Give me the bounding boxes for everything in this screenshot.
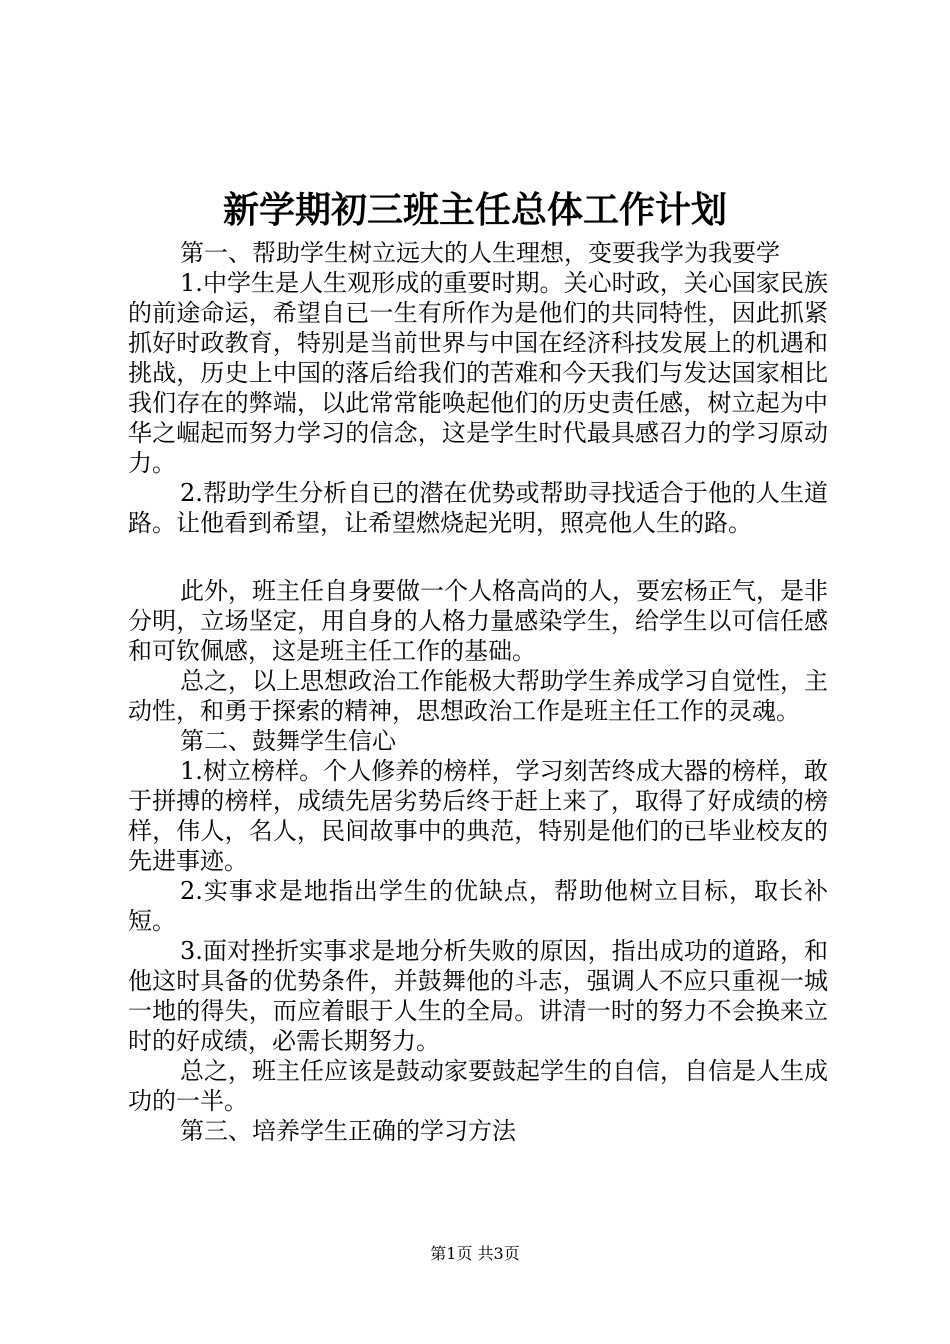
paragraph-summary-2: 总之，班主任应该是鼓动家要鼓起学生的自信，自信是人生成功的一半。 xyxy=(128,1057,828,1115)
paragraph-1-1: 1.中学生是人生观形成的重要时期。关心时政，关心国家民族的前途命运，希望自已一生有所作为是他们的共同特性，因此抓紧抓好时政教育，特别是当前世界与中国在经济科技发展上的机遇和挑战，历史上中国的落后给我们的苦难和今天我们与发达国家相比我们存在的弊端，以此常常能唤起他们的历史责任感，树立起为中华之崛起而努力学习的信念，这是学生时代最具感召力的学习原动力。 xyxy=(128,269,828,477)
paragraph-2-1: 1.树立榜样。个人修养的榜样，学习刻苦终成大器的榜样，敢于拼搏的榜样，成绩先居劣势后终于赶上来了，取得了好成绩的榜样，伟人，名人，民间故事中的典范，特别是他们的已毕业校友的先进事迹。 xyxy=(128,757,828,875)
document-title: 新学期初三班主任总体工作计划 xyxy=(222,189,727,231)
paragraph-1-2: 2.帮助学生分析自已的潜在优势或帮助寻找适合于他的人生道路。让他看到希望，让希望燃烧起光明，照亮他人生的路。 xyxy=(128,479,828,537)
paragraph-2-2: 2.实事求是地指出学生的优缺点，帮助他树立目标，取长补短。 xyxy=(128,877,828,935)
document-body xyxy=(128,238,828,1146)
paragraph-summary-1: 总之，以上思想政治工作能极大帮助学生养成学习自觉性，主动性，和勇于探索的精神，思想政治工作是班主任工作的灵魂。 xyxy=(128,667,828,725)
paragraph-section-1-heading: 第一、帮助学生树立远大的人生理想，变要我学为我要学 xyxy=(180,239,780,267)
paragraph-section-3-heading: 第三、培养学生正确的学习方法 xyxy=(180,1117,516,1145)
paragraph-section-2-heading: 第二、鼓舞学生信心 xyxy=(180,727,396,755)
page-number-footer: 第1页 共3页 xyxy=(430,1244,520,1263)
paragraph-gap xyxy=(128,538,828,576)
paragraph-additionally: 此外，班主任自身要做一个人格高尚的人，要宏杨正气，是非分明，立场坚定，用自身的人格力量感染学生，给学生以可信任感和可钦佩感，这是班主任工作的基础。 xyxy=(128,577,828,665)
paragraph-2-3: 3.面对挫折实事求是地分析失败的原因，指出成功的道路，和他这时具备的优势条件，并鼓舞他的斗志，强调人不应只重视一城一地的得失，而应着眼于人生的全局。讲清一时的努力不会换来立时的好成绩，必需长期努力。 xyxy=(128,937,828,1055)
